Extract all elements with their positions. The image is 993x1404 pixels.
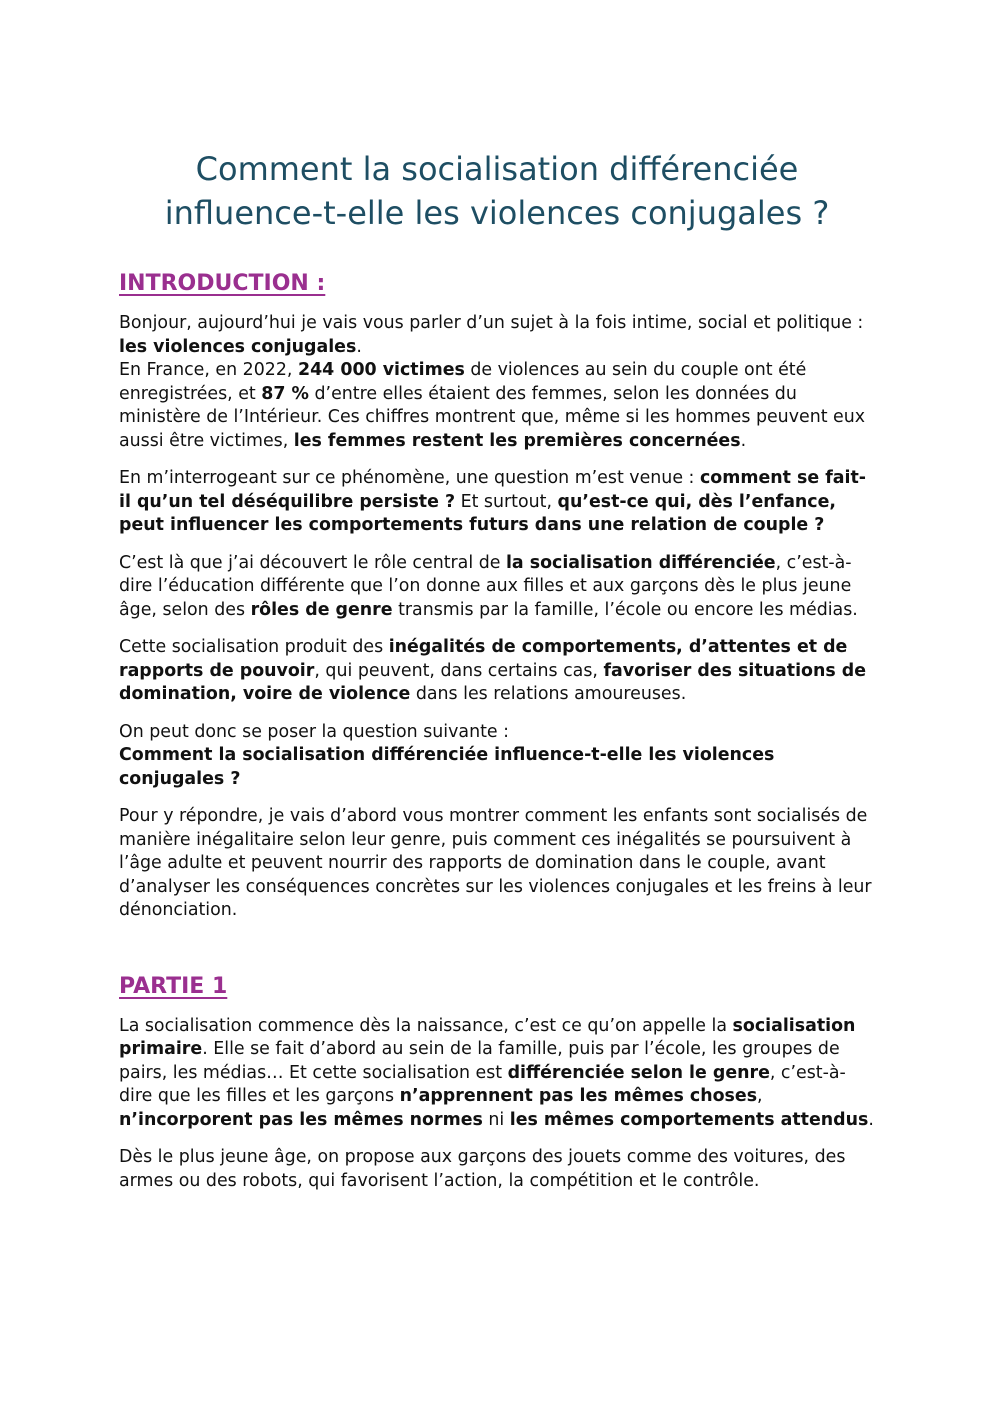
partie-1-heading: PARTIE 1 [119, 973, 228, 999]
title-line-2: influence-t-elle les violences conjugales ? [164, 194, 830, 232]
intro-p3-text-e: transmis par la famille, l’école ou encore les médias. [392, 599, 858, 620]
intro-p4-text-a: Cette socialisation produit des [119, 637, 389, 657]
intro-p1-text-a: Bonjour, aujourd’hui je vais vous parler d’un sujet à la fois intime, social et politique : [119, 313, 864, 333]
intro-p4-text-c: , qui peuvent, dans certains cas, [314, 660, 604, 681]
partie1-p1-bold-f: n’apprennent pas les mêmes choses [399, 1086, 758, 1106]
intro-p2-bold-d: qu’est-ce qui, dès l’enfance, peut influencer les comportements futurs dans une relation de couple ? [119, 491, 837, 535]
intro-p3-bold-b: la socialisation différenciée [505, 552, 776, 573]
intro-p1-text-d: En France, en 2022, [119, 360, 298, 380]
partie1-paragraph-1 [119, 1015, 875, 1133]
intro-paragraph-5 [119, 721, 875, 792]
intro-p1-text-j: . [740, 430, 747, 451]
intro-p3-text-c: , c’est-à-dire l’éducation différente que l’on donne aux filles et aux garçons dès le plus jeune âge, selon des [119, 552, 852, 620]
partie1-p1-text-e: , c’est-à-dire que les filles et les garçons [119, 1062, 846, 1106]
intro-p4-bold-b: inégalités de comportements, d’attentes et de rapports de pouvoir [119, 637, 848, 681]
intro-paragraph-4 [119, 636, 875, 707]
intro-p3-text-a: C’est là que j’ai découvert le rôle central de [119, 552, 506, 573]
intro-paragraph-3 [119, 552, 875, 623]
partie1-p1-text-c: . Elle se fait d’abord au sein de la famille, puis par l’école, les groupes de pairs, les médias… Et cette socialisation est [119, 1039, 840, 1083]
partie1-p1-text-k: . [868, 1109, 874, 1130]
intro-p1-bold-i: les femmes restent les premières concernées [293, 430, 741, 451]
intro-p1-text-c: . [356, 336, 362, 357]
intro-p1-bold-g: 87 % [261, 383, 309, 404]
intro-p1-text-h: d’entre elles étaient des femmes, selon les données du ministère de l’Intérieur. Ces chiffres montrent que, même si les hommes peuvent eux aussi être victimes, [119, 383, 866, 451]
intro-p4-bold-d: favoriser des situations de domination, voire de violence [119, 660, 867, 704]
intro-paragraph-1 [119, 312, 875, 453]
introduction-heading: INTRODUCTION : [119, 271, 326, 296]
intro-paragraph-6: Pour y répondre, je vais d’abord vous montrer comment les enfants sont socialisés de manière inégalitaire selon leur genre, puis comment ces inégalités se poursuivent à l’âge adulte et peuvent nourrir des rapports de domination dans le couple, avant d’analyser les conséquences concrètes sur les violences conjugales et les freins à leur dénonciation. [119, 806, 872, 920]
partie1-paragraph-2: Dès le plus jeune âge, on propose aux garçons des jouets comme des voitures, des armes ou des robots, qui favorisent l’action, la compétition et le contrôle. [119, 1147, 846, 1191]
intro-p4-text-e: dans les relations amoureuses. [410, 684, 687, 704]
partie1-p1-text-a: La socialisation commence dès la naissance, c’est ce qu’on appelle la [119, 1015, 733, 1036]
intro-p3-bold-d: rôles de genre [250, 599, 393, 620]
partie1-p1-bold-j: les mêmes comportements attendus [509, 1109, 869, 1130]
partie1-p1-bold-h: n’incorporent pas les mêmes normes [119, 1109, 483, 1130]
partie1-p1-bold-d: différenciée selon le genre [507, 1062, 770, 1083]
intro-p1-text-f: de violences au sein du couple ont été enregistrées, et [119, 360, 807, 404]
intro-p5-text-a: On peut donc se poser la question suivante : [119, 721, 510, 742]
intro-p2-text-c: Et surtout, [455, 491, 558, 512]
intro-p2-text-a: En m’interrogeant sur ce phénomène, une question m’est venue : [119, 468, 700, 488]
document-title [119, 0, 875, 235]
intro-p1-bold-b: les violences conjugales [119, 336, 357, 357]
partie1-p1-text-g: , [757, 1086, 763, 1106]
intro-p1-bold-e: 244 000 victimes [297, 360, 465, 380]
title-line-1: Comment la socialisation différenciée [195, 150, 799, 188]
partie1-p1-bold-b: socialisation primaire [119, 1015, 856, 1059]
intro-paragraph-2 [119, 467, 875, 538]
research-question: Comment la socialisation différenciée influence-t-elle les violences conjugales ? [119, 745, 775, 789]
partie1-p1-text-i: ni [482, 1109, 510, 1130]
intro-p2-bold-b: comment se fait-il qu’un tel déséquilibre persiste ? [119, 468, 866, 512]
